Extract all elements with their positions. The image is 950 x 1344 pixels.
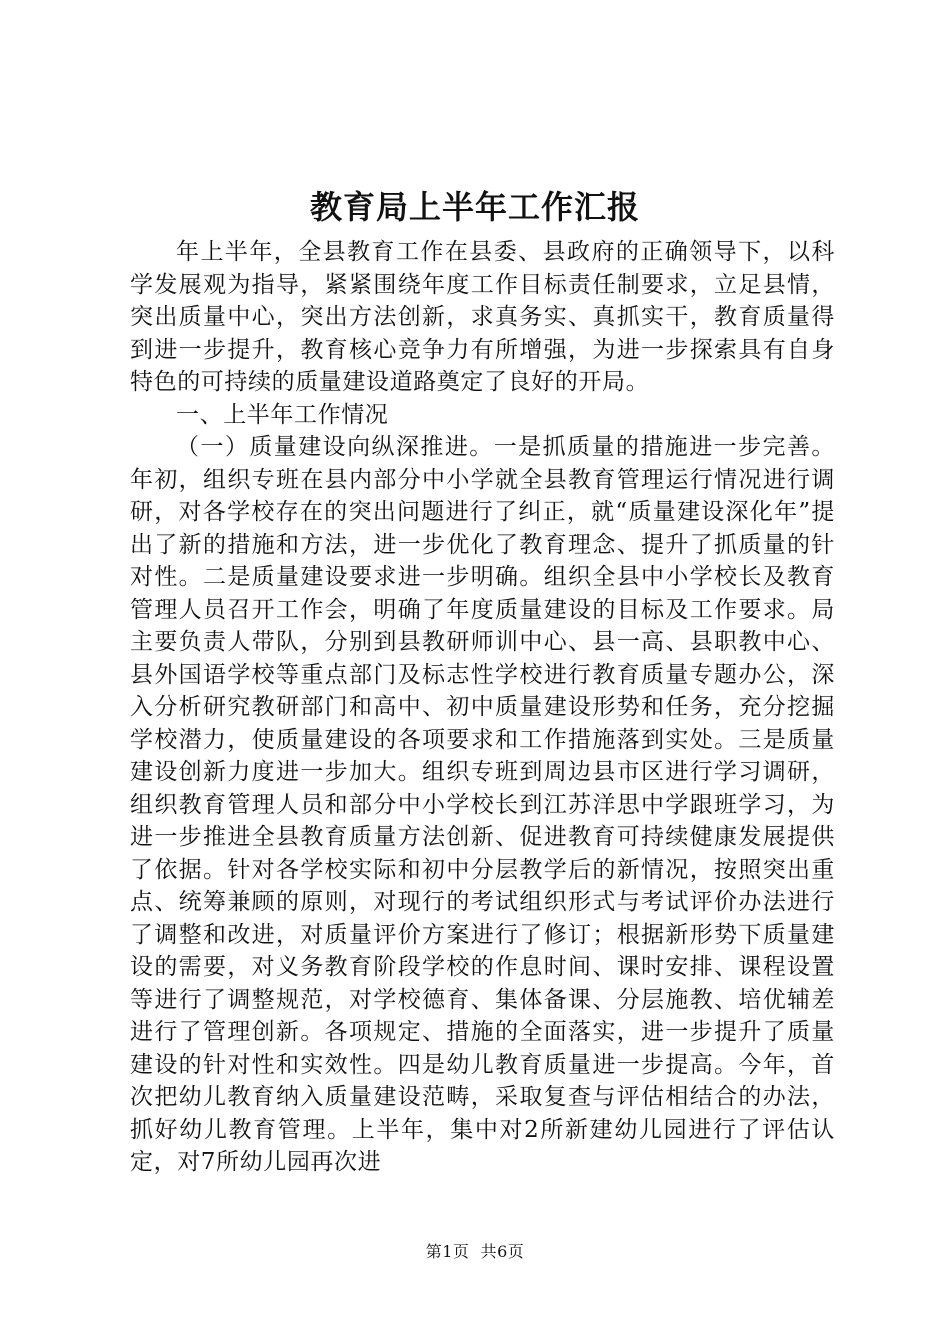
body-paragraph: （一）质量建设向纵深推进。一是抓质量的措施进一步完善。年初，组织专班在县内部分中小学就全县教育管理运行情况进行调研，对各学校存在的突出问题进行了纠正，就“质量建设深化年”提出了新的措施和方法，进一步优化了教育理念、提升了抓质量的针对性。二是质量建设要求进一步明确。组织全县中小学校长及教育管理人员召开工作会，明确了年度质量建设的目标及工作要求。局主要负责人带队，分别到县教研师训中心、县一高、县职教中心、县外国语学校等重点部门及标志性学校进行教育质量专题办公，深入分析研究教研部门和高中、初中质量建设形势和任务，充分挖掘学校潜力，使质量建设的各项要求和工作措施落到实处。三是质量建设创新力度进一步加大。组织专班到周边县市区进行学习调研，组织教育管理人员和部分中小学校长到江苏洋思中学跟班学习，为进一步推进全县教育质量方法创新、促进教育可持续健康发展提供了依据。针对各学校实际和初中分层教学后的新情况，按照突出重点、统筹兼顾的原则，对现行的考试组织形式与考试评价办法进行了调整和改进，对质量评价方案进行了修订；根据新形势下质量建设的需要，对义务教育阶段学校的作息时间、课时安排、课程设置等进行了调整规范，对学校德育、集体备课、分层施教、培优辅差进行了管理创新。各项规定、措施的全面落实，进一步提升了质量建设的针对性和实效性。四是幼儿教育质量进一步提高。今年，首次把幼儿教育纳入质量建设范畴，采取复查与评估相结合的办法，抓好幼儿教育管理。上半年，集中对2所新建幼儿园进行了评估认定，对7所幼儿园再次进 <box>130 434 835 1175</box>
page-footer <box>0 1240 950 1264</box>
intro-paragraph: 年上半年，全县教育工作在县委、县政府的正确领导下，以科学发展观为指导，紧紧围绕年度工作目标责任制要求，立足县情，突出质量中心，突出方法创新，求真务实、真抓实干，教育质量得到进一步提升，教育核心竞争力有所增强，为进一步探索具有自身特色的可持续的质量建设道路奠定了良好的开局。 <box>130 239 835 395</box>
page-number: 第1页 <box>425 1242 470 1261</box>
footer-spacer <box>469 1242 480 1261</box>
page-total: 共6页 <box>480 1242 525 1261</box>
document-title: 教育局上半年工作汇报 <box>309 188 640 226</box>
document-body <box>130 236 835 1179</box>
section-heading: 一、上半年工作情况 <box>176 401 389 428</box>
